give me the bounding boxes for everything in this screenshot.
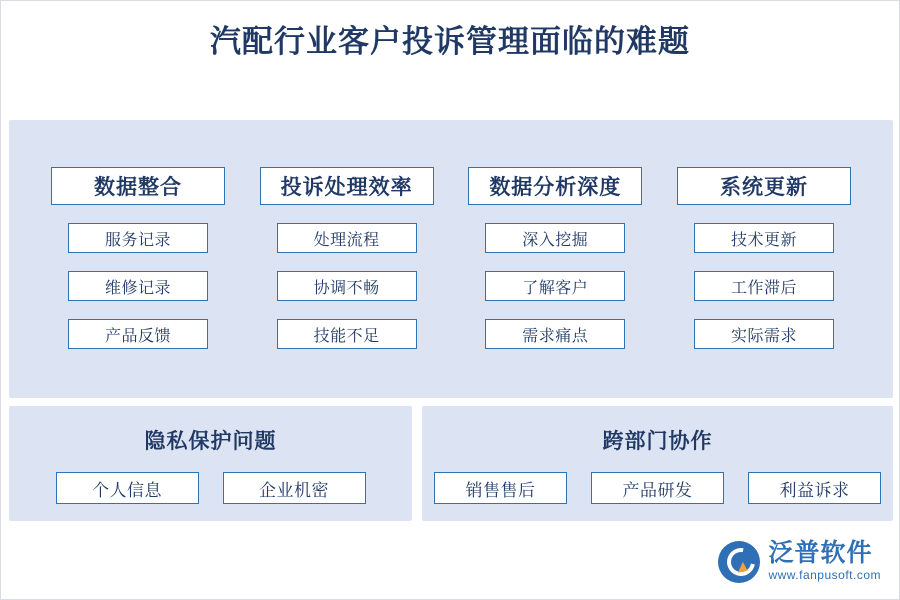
column-heading: 数据分析深度 bbox=[468, 167, 642, 205]
column-item: 协调不畅 bbox=[277, 271, 417, 301]
panel-item: 个人信息 bbox=[56, 472, 199, 504]
cross-department-panel bbox=[422, 406, 893, 521]
column-complaint-efficiency bbox=[260, 167, 434, 349]
panel-item: 利益诉求 bbox=[748, 472, 881, 504]
column-heading: 投诉处理效率 bbox=[260, 167, 434, 205]
panel-heading: 跨部门协作 bbox=[602, 429, 713, 453]
column-item: 了解客户 bbox=[485, 271, 625, 301]
panel-item-row bbox=[9, 472, 412, 504]
column-item: 深入挖掘 bbox=[485, 223, 625, 253]
privacy-panel bbox=[9, 406, 412, 521]
column-item: 技术更新 bbox=[694, 223, 834, 253]
column-heading: 数据整合 bbox=[51, 167, 225, 205]
page-title: 汽配行业客户投诉管理面临的难题 bbox=[210, 24, 690, 59]
column-data-integration bbox=[51, 167, 225, 349]
column-item: 服务记录 bbox=[68, 223, 208, 253]
column-system-update bbox=[677, 167, 851, 349]
panel-item: 产品研发 bbox=[591, 472, 724, 504]
column-item: 工作滞后 bbox=[694, 271, 834, 301]
column-item: 实际需求 bbox=[694, 319, 834, 349]
column-item: 需求痛点 bbox=[485, 319, 625, 349]
column-item: 技能不足 bbox=[277, 319, 417, 349]
panel-item: 销售售后 bbox=[434, 472, 567, 504]
swoosh-icon bbox=[718, 541, 760, 583]
column-heading: 系统更新 bbox=[677, 167, 851, 205]
column-item: 产品反馈 bbox=[68, 319, 208, 349]
panel-item: 企业机密 bbox=[223, 472, 366, 504]
logo-url: www.fanpusoft.com bbox=[768, 568, 881, 583]
column-item: 维修记录 bbox=[68, 271, 208, 301]
main-panel bbox=[9, 120, 893, 398]
panel-item-row bbox=[422, 472, 893, 504]
column-group bbox=[9, 120, 893, 349]
logo-text-group bbox=[768, 540, 881, 583]
company-logo bbox=[718, 540, 881, 583]
logo-name: 泛普软件 bbox=[768, 540, 873, 568]
column-analysis-depth bbox=[468, 167, 642, 349]
column-item: 处理流程 bbox=[277, 223, 417, 253]
panel-heading: 隐私保护问题 bbox=[144, 429, 277, 453]
